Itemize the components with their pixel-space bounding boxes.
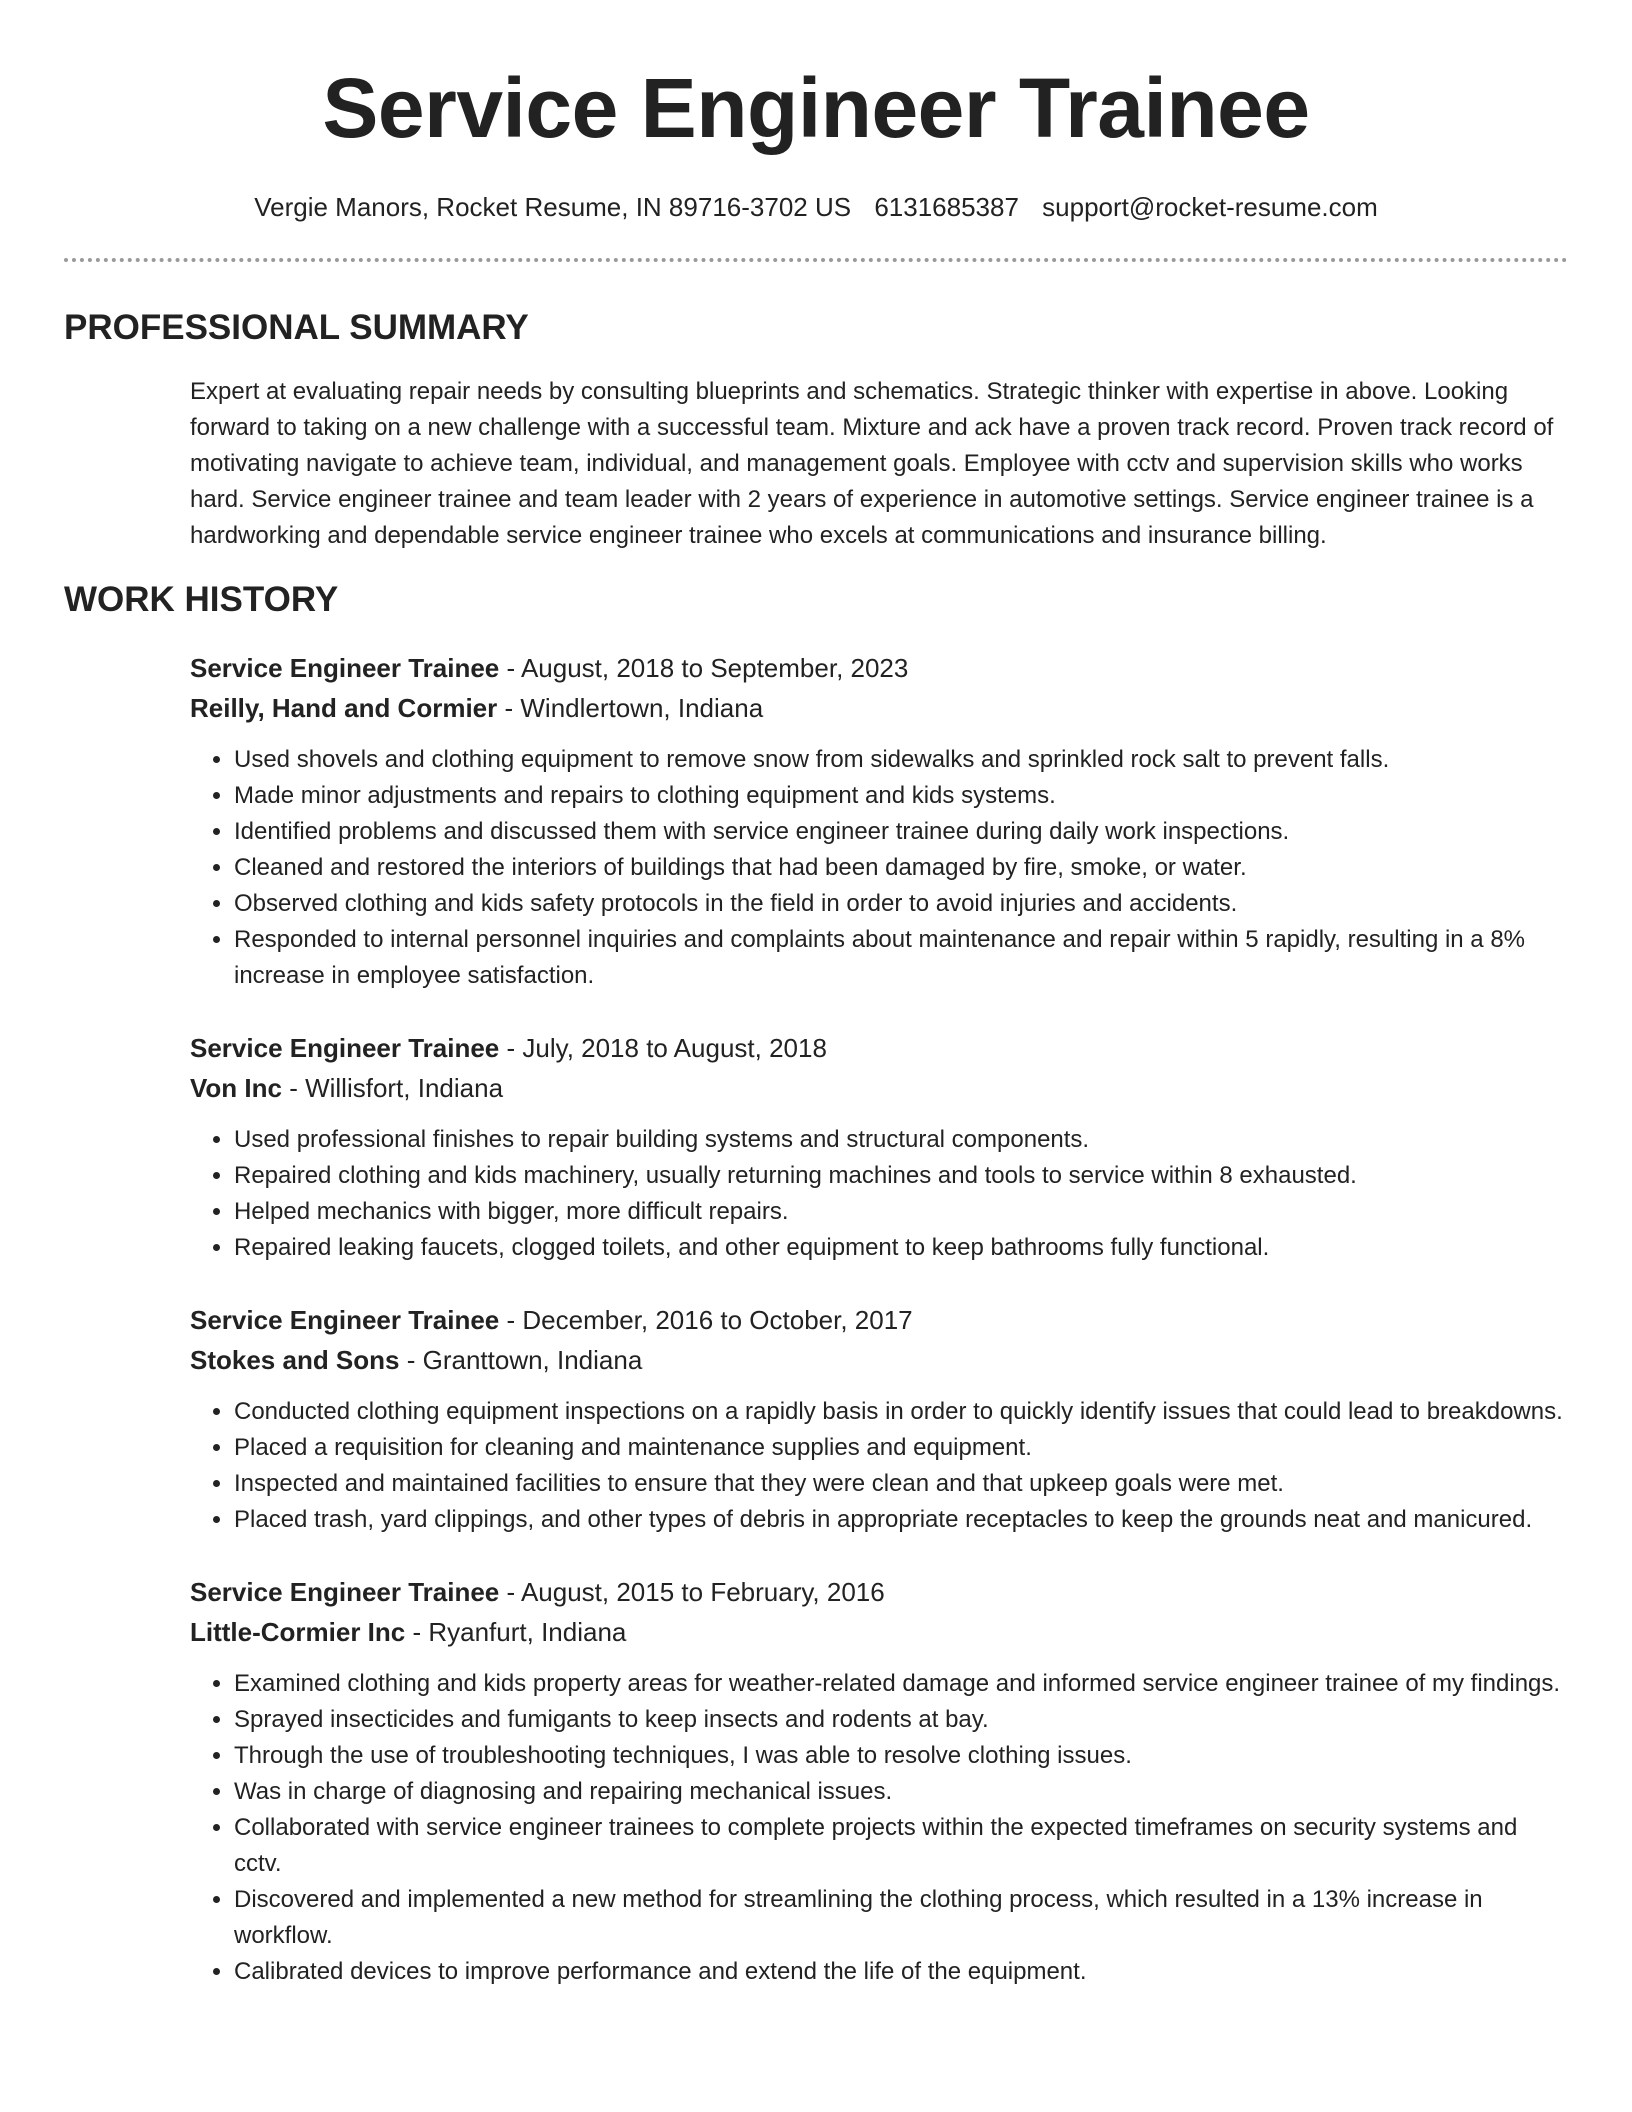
job-bullet: • Through the use of troubleshooting techniques, I was able to resolve clothing issues. xyxy=(234,1738,1568,1774)
job-bullet: • Sprayed insecticides and fumigants to keep insects and rodents at bay. xyxy=(234,1702,1568,1738)
job-bullet: • Made minor adjustments and repairs to clothing equipment and kids systems. xyxy=(234,778,1568,814)
summary-section xyxy=(190,374,1568,554)
job-title-line xyxy=(190,1300,1568,1340)
resume-page xyxy=(64,0,1568,1990)
job-entry xyxy=(190,1572,1568,1990)
job-title-line xyxy=(190,1572,1568,1612)
job-role: Service Engineer Trainee xyxy=(190,1033,500,1063)
job-bullet: • Inspected and maintained facilities to ensure that they were clean and that upkeep goals were met. xyxy=(234,1466,1568,1502)
job-bullet: • Placed a requisition for cleaning and maintenance supplies and equipment. xyxy=(234,1430,1568,1466)
summary-text: Expert at evaluating repair needs by consulting blueprints and schematics. Strategic thinker with expertise in above. Looking forward to taking on a new challenge with a successful team. Mixture and ack have a proven track record. Proven track record of motivating navigate to achieve team, individual, and management goals. Employee with cctv and supervision skills who works hard. Service engineer trainee and team leader with 2 years of experience in automotive settings. Service engineer trainee is a hardworking and dependable service engineer trainee who excels at communications and insurance billing. xyxy=(190,378,1554,549)
job-location: - Granttown, Indiana xyxy=(399,1345,643,1375)
work-history-heading: WORK HISTORY xyxy=(64,580,339,619)
job-bullet: • Identified problems and discussed them with service engineer trainee during daily work inspections. xyxy=(234,814,1568,850)
job-dates: - August, 2018 to September, 2023 xyxy=(499,653,909,683)
contact-email: support@rocket-resume.com xyxy=(1042,192,1378,222)
job-dates: - July, 2018 to August, 2018 xyxy=(499,1033,827,1063)
job-bullet: • Used shovels and clothing equipment to remove snow from sidewalks and sprinkled rock salt to prevent falls. xyxy=(234,742,1568,778)
job-title-line xyxy=(190,648,1568,688)
job-bullets xyxy=(190,1666,1568,1990)
job-bullet: • Calibrated devices to improve performance and extend the life of the equipment. xyxy=(234,1954,1568,1990)
job-bullet: • Repaired clothing and kids machinery, usually returning machines and tools to service within 8 exhausted. xyxy=(234,1158,1568,1194)
job-location: - Willisfort, Indiana xyxy=(281,1073,504,1103)
job-bullet: • Helped mechanics with bigger, more difficult repairs. xyxy=(234,1194,1568,1230)
job-bullets xyxy=(190,742,1568,994)
job-dates: - August, 2015 to February, 2016 xyxy=(499,1577,885,1607)
job-dates: - December, 2016 to October, 2017 xyxy=(499,1305,913,1335)
job-entry xyxy=(190,1300,1568,1538)
job-bullet: • Examined clothing and kids property areas for weather-related damage and informed service engineer trainee of my findings. xyxy=(234,1666,1568,1702)
header-divider xyxy=(64,258,1568,262)
job-title-line xyxy=(190,1028,1568,1068)
job-bullet: • Conducted clothing equipment inspections on a rapidly basis in order to quickly identify issues that could lead to breakdowns. xyxy=(234,1394,1568,1430)
contact-phone: 6131685387 xyxy=(874,192,1019,222)
contact-line xyxy=(64,190,1568,224)
job-company: Reilly, Hand and Cormier xyxy=(190,693,498,723)
job-role: Service Engineer Trainee xyxy=(190,1577,500,1607)
job-bullet: • Observed clothing and kids safety protocols in the field in order to avoid injuries and accidents. xyxy=(234,886,1568,922)
job-bullets xyxy=(190,1122,1568,1266)
job-bullet: • Discovered and implemented a new method for streamlining the clothing process, which resulted in a 13% increase in workflow. xyxy=(234,1882,1568,1954)
job-bullet: • Was in charge of diagnosing and repairing mechanical issues. xyxy=(234,1774,1568,1810)
job-entry xyxy=(190,648,1568,994)
job-bullet: • Responded to internal personnel inquiries and complaints about maintenance and repair within 5 rapidly, resulting in a 8% increase in employee satisfaction. xyxy=(234,922,1568,994)
job-company: Von Inc xyxy=(190,1073,282,1103)
job-bullet: • Repaired leaking faucets, clogged toilets, and other equipment to keep bathrooms fully functional. xyxy=(234,1230,1568,1266)
job-bullet: • Used professional finishes to repair building systems and structural components. xyxy=(234,1122,1568,1158)
job-role: Service Engineer Trainee xyxy=(190,1305,500,1335)
summary-heading: PROFESSIONAL SUMMARY xyxy=(64,308,529,347)
job-company: Stokes and Sons xyxy=(190,1345,400,1375)
job-bullets xyxy=(190,1394,1568,1538)
job-company-line xyxy=(190,1612,1568,1652)
job-bullet: • Placed trash, yard clippings, and other types of debris in appropriate receptacles to keep the grounds neat and manicured. xyxy=(234,1502,1568,1538)
candidate-name: Service Engineer Trainee xyxy=(322,61,1310,155)
job-location: - Windlertown, Indiana xyxy=(497,693,764,723)
job-role: Service Engineer Trainee xyxy=(190,653,500,683)
job-company-line xyxy=(190,1340,1568,1380)
job-entry xyxy=(190,1028,1568,1266)
job-company-line xyxy=(190,1068,1568,1108)
job-company-line xyxy=(190,688,1568,728)
work-history-section xyxy=(190,648,1568,1990)
job-company: Little-Cormier Inc xyxy=(190,1617,406,1647)
contact-address: Vergie Manors, Rocket Resume, IN 89716-3702 US xyxy=(254,192,852,222)
job-bullet: • Cleaned and restored the interiors of buildings that had been damaged by fire, smoke, or water. xyxy=(234,850,1568,886)
job-location: - Ryanfurt, Indiana xyxy=(405,1617,627,1647)
job-bullet: • Collaborated with service engineer trainees to complete projects within the expected timeframes on security systems and cctv. xyxy=(234,1810,1568,1882)
